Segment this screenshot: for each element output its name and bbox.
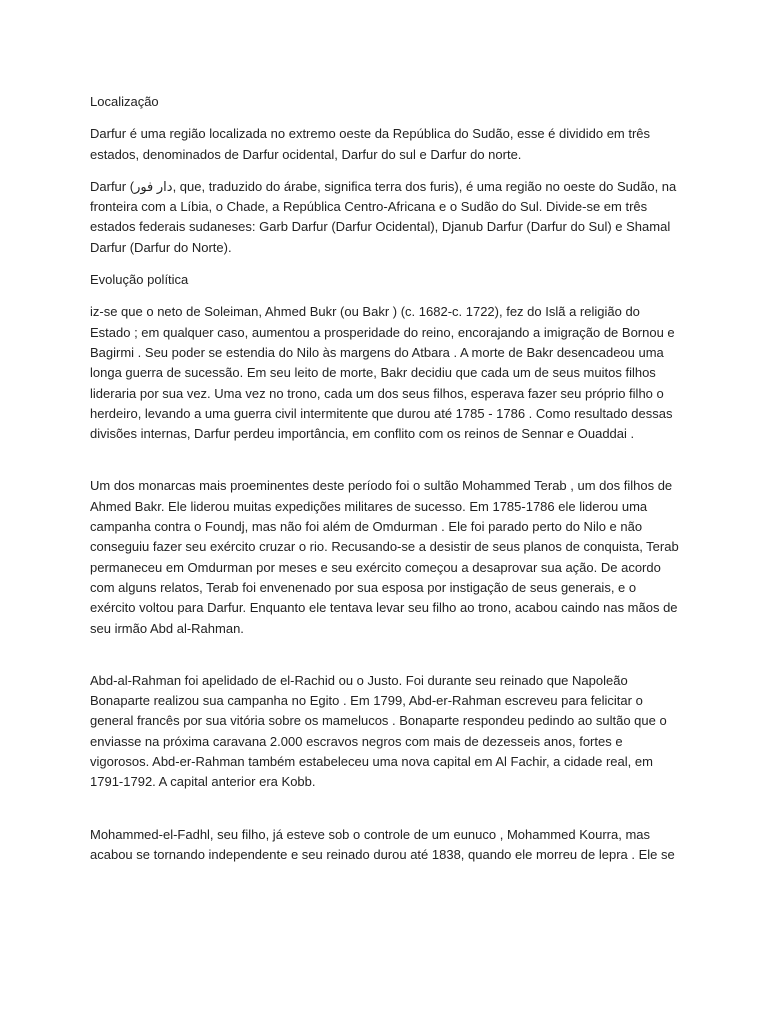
paragraph-abd-al-rahman: Abd-al-Rahman foi apelidado de el-Rachid ou o Justo. Foi durante seu reinado que Napoleão Bonaparte realizou sua campanha no Egito . Em 1799, Abd-er-Rahman escreveu para felicitar o general francês por sua vitória sobre os mamelucos . Bonaparte respondeu pedindo ao sultão que o enviasse na próxima caravana 2.000 escravos negros com mais de dezesseis anos, fortes e vigorosos. Abd-er-Rahman também estabeleceu uma nova capital em Al Fachir, a cidade real, em 1791-1792. A capital anterior era Kobb.: [90, 672, 667, 790]
heading-political-evolution: Evolução política: [90, 272, 189, 288]
document-body: [90, 92, 680, 877]
paragraph-region-description: Darfur (دار فور, que, traduzido do árabe, significa terra dos furis), é uma região no oeste do Sudão, na fronteira com a Líbia, o Chade, a República Centro-Africana e o Sudão do Sul. Divide-se em três estados federais sudaneses: Garb Darfur (Darfur Ocidental), Djanub Darfur (Darfur do Sul) e Shamal Darfur (Darfur do Norte).: [90, 178, 677, 255]
heading-location: Localização: [90, 94, 159, 109]
paragraph-mohammed-el-fadhl: Mohammed-el-Fadhl, seu filho, já esteve sob o controle de um eunuco , Mohammed Kourra, mas acabou se tornando independente e seu reinado durou até 1838, quando ele morreu de lepra . Ele se: [90, 826, 675, 862]
paragraph-region-location: Darfur é uma região localizada no extremo oeste da República do Sudão, esse é dividido em três estados, denominados de Darfur ocidental, Darfur do sul e Darfur do norte.: [90, 126, 651, 162]
paragraph-mohammed-terab: Um dos monarcas mais proeminentes deste período foi o sultão Mohammed Terab , um dos filhos de Ahmed Bakr. Ele liderou muitas expedições militares de sucesso. Em 1785-1786 ele liderou uma campanha contra o Foundj, mas não foi além de Omdurman . Ele foi parado perto do Nilo e não conseguiu fazer seu exército cruzar o rio. Recusando-se a desistir de seus planos de conquista, Terab permaneceu em Omdurman por meses e seu exército começou a desaprovar sua ação. De acordo com alguns relatos, Terab foi envenenado por sua esposa por instigação de seus generais, e o exército voltou para Darfur. Enquanto ele tentava levar seu filho ao trono, acabou caindo nas mãos de seu irmão Abd al-Rahman.: [90, 478, 679, 636]
paragraph-ahmed-bakr: iz-se que o neto de Soleiman, Ahmed Bukr (ou Bakr ) (c. 1682-c. 1722), fez do Islã a religião do Estado ; em qualquer caso, aumentou a prosperidade do reino, encorajando a imigração de Bornou e Bagirmi . Seu poder se estendia do Nilo às margens do Atbara . A morte de Bakr desencadeou uma longa guerra de sucessão. Em seu leito de morte, Bakr decidiu que cada um de seus muitos filhos lideraria por sua vez. Uma vez no trono, cada um dos seus filhos, esperava fazer seu próprio filho o herdeiro, levando a uma guerra civil intermitente que durou até 1785 - 1786 . Como resultado dessas divisões internas, Darfur perdeu importância, em conflito com os reinos de Sennar e Ouaddai .: [90, 304, 675, 442]
